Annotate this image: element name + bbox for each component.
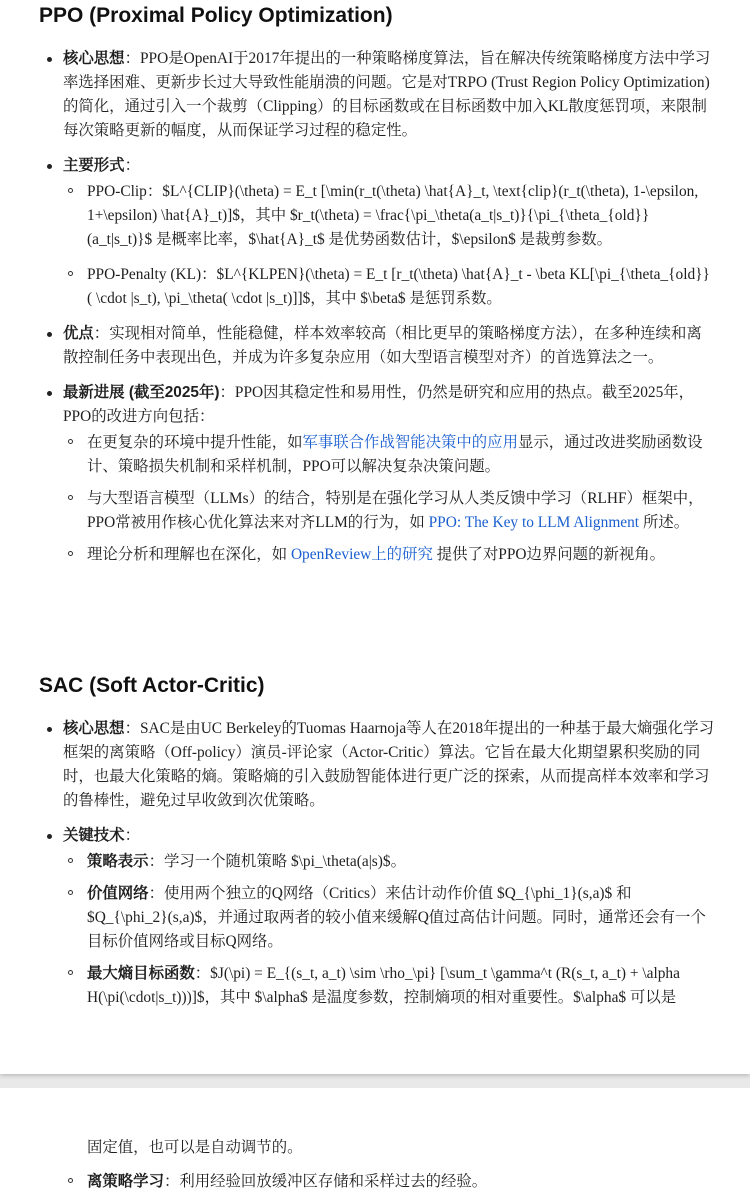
sac-offpolicy-text: ：利用经验回放缓冲区存储和采样过去的经验。	[163, 1173, 488, 1190]
sac-tech-sublist-continued	[63, 1170, 713, 1194]
ppo-forms-colon: ：	[124, 157, 140, 174]
ppo-core-item	[44, 47, 714, 143]
sac-core-label: 核心思想	[63, 720, 125, 737]
ppo-progress-sub-1-text: 在更复杂的环境中提升性能，如	[87, 434, 303, 451]
sac-tech-label: 关键技术	[63, 827, 125, 844]
ppo-progress-sub-2	[63, 487, 714, 535]
sac-value-item	[63, 882, 714, 954]
sac-heading: SAC (Soft Actor-Critic)	[39, 674, 265, 697]
llm-alignment-link[interactable]: PPO: The Key to LLM Alignment	[428, 514, 640, 531]
sac-maxent-item	[63, 962, 714, 1010]
openreview-link[interactable]: OpenReview上的研究	[290, 546, 433, 563]
ppo-progress-sub-3	[63, 543, 714, 567]
sac-policy-item	[63, 850, 714, 874]
ppo-core-label: 核心思想	[63, 50, 125, 67]
ppo-progress-sub-3-text: 理论分析和理解也在深化，如	[87, 546, 291, 563]
ppo-list	[44, 47, 714, 578]
sac-core-item	[44, 717, 714, 813]
ppo-forms-sublist	[63, 180, 714, 311]
sac-policy-text: ：学习一个随机策略 $\pi_\theta(a|s)$。	[148, 853, 407, 870]
ppo-advantages-label: 优点	[63, 325, 94, 342]
ppo-advantages-text: ：实现相对简单，性能稳健，样本效率较高（相比更早的策略梯度方法），在多种连续和离散控制任务中表现出色，并成为许多复杂应用（如大型语言模型对齐）的首选算法之一。	[63, 325, 702, 366]
ppo-penalty-item: PPO-Penalty (KL)：$L^{KLPEN}(\theta) = E_t [r_t(\theta) \hat{A}_t - \beta KL[\pi_{\theta_{old}}( \cdot |s_t), \pi_\theta( \cdot |s_t)]]$，其中 $\beta$ 是惩罚系数。	[63, 263, 714, 311]
sac-value-text: ：使用两个独立的Q网络（Critics）来估计动作价值 $Q_{\phi_1}(s,a)$ 和 $Q_{\phi_2}(s,a)$，并通过取两者的较小值来缓解Q值过高估计问题。同时，通常还会有一个目标价值网络或目标Q网络。	[87, 885, 706, 950]
sac-maxent-label: 最大熵目标函数	[87, 965, 195, 982]
document-page-2	[0, 1088, 750, 1196]
ppo-progress-sub-2-text: 与大型语言模型（LLMs）的结合，特别是在强化学习从人类反馈中学习（RLHF）框架中，PPO常被用作核心优化算法来对齐LLM的行为，如	[87, 490, 704, 531]
ppo-progress-sublist	[63, 431, 714, 567]
sac-tech-item	[44, 824, 714, 1010]
sac-value-label: 价值网络	[87, 885, 149, 902]
military-decision-link[interactable]: 军事联合作战智能决策中的应用	[302, 434, 518, 451]
ppo-progress-item	[44, 381, 714, 567]
ppo-progress-sub-1-rest: 显示，通过改进奖励函数设计、策略损失机制和采样机制，PPO可以解决复杂决策问题。	[87, 434, 703, 475]
ppo-advantages-item	[44, 322, 714, 370]
sac-maxent-continuation: 固定值，也可以是自动调节的。	[87, 1139, 303, 1156]
ppo-forms-label: 主要形式	[63, 157, 125, 174]
sac-policy-label: 策略表示	[87, 853, 149, 870]
ppo-progress-sub-2-rest: 所述。	[639, 514, 690, 531]
ppo-core-text: ：PPO是OpenAI于2017年提出的一种策略梯度算法，旨在解决传统策略梯度方法中学习率选择困难、更新步长过大导致性能崩溃的问题。它是对TRPO (Trust Region Policy Optimization) 的简化，通过引入一个裁剪（Clipping）的目标函数或在目标函数中加入KL散度惩罚项，来限制每次策略更新的幅度，从而保证学习过程的稳定性。	[63, 50, 711, 139]
sac-tech-colon: ：	[124, 827, 140, 844]
sac-tech-sublist	[63, 850, 714, 1010]
ppo-forms-item	[44, 154, 714, 311]
sac-offpolicy-label: 离策略学习	[87, 1173, 164, 1190]
sac-offpolicy-item	[63, 1170, 713, 1194]
ppo-progress-text: ：PPO因其稳定性和易用性，仍然是研究和应用的热点。截至2025年，PPO的改进方向包括：	[63, 384, 695, 425]
sac-core-text: ：SAC是由UC Berkeley的Tuomas Haarnoja等人在2018年提出的一种基于最大熵强化学习框架的离策略（Off-policy）演员-评论家（Actor-Critic）算法。它旨在最大化期望累积奖励的同时，也最大化策略的熵。策略熵的引入鼓励智能体进行更广泛的探索，从而提高样本效率和学习的鲁棒性，避免过早收敛到次优策略。	[63, 720, 714, 809]
ppo-heading: PPO (Proximal Policy Optimization)	[39, 4, 393, 27]
ppo-progress-sub-3-rest: 提供了对PPO边界问题的新视角。	[432, 546, 666, 563]
sac-maxent-text: ：$J(\pi) = E_{(s_t, a_t) \sim \rho_\pi} [\sum_t \gamma^t (R(s_t, a_t) + \alpha H(\pi(\cdot|s_t)))]$，其中 $\alpha$ 是温度参数，控制熵项的相对重要性。$\alpha$ 可以是	[87, 965, 680, 1006]
ppo-clip-item: PPO-Clip：$L^{CLIP}(\theta) = E_t [\min(r_t(\theta) \hat{A}_t, \text{clip}(r_t(\theta), 1-\epsilon, 1+\epsilon) \hat{A}_t)]$，其中 $r_t(\theta) = \frac{\pi_\theta(a_t|s_t)}{\pi_{\theta_{old}}(a_t|s_t)}$ 是概率比率，$\hat{A}_t$ 是优势函数估计，$\epsilon$ 是裁剪参数。	[63, 180, 714, 252]
ppo-progress-label: 最新进展 (截至2025年)	[63, 384, 220, 401]
ppo-progress-sub-1	[63, 431, 714, 479]
sac-list	[44, 717, 714, 1021]
